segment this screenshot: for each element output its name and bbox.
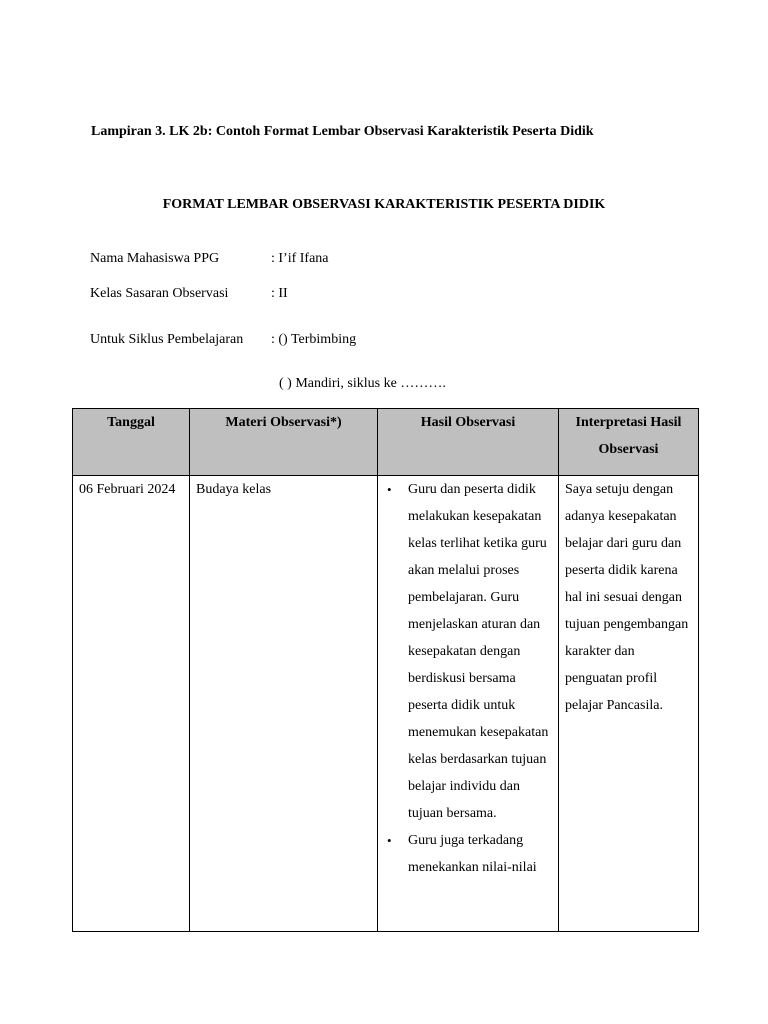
bullet-icon: • <box>387 833 392 848</box>
header-interpretasi-hasil-observasi: Interpretasi Hasil Observasi <box>559 409 699 476</box>
header-tanggal: Tanggal <box>73 409 190 476</box>
observation-table <box>72 408 699 932</box>
bullet-icon: • <box>387 482 392 497</box>
cell-materi: Budaya kelas <box>190 476 378 932</box>
list-item-text: Guru juga terkadang menekankan nilai-nilai <box>408 833 537 875</box>
field-label: Untuk Siklus Pembelajaran <box>90 332 244 347</box>
table-header-row <box>73 409 699 476</box>
field-label: Kelas Sasaran Observasi <box>90 286 229 301</box>
field-nama-mahasiswa <box>90 251 329 267</box>
document-title: FORMAT LEMBAR OBSERVASI KARAKTERISTIK PESERTA DIDIK <box>162 197 606 212</box>
list-item-text: Guru dan peserta didik melakukan kesepakatan kelas terlihat ketika guru akan melalui proses pembelajaran. Guru menjelaskan aturan dan kesepakatan dengan berdiskusi bersama peserta didik untuk menemukan kesepakatan kelas berdasarkan tujuan belajar individu dan tujuan bersama. <box>408 482 549 821</box>
field-value: : II <box>271 286 288 301</box>
cell-tanggal: 06 Februari 2024 <box>73 476 190 932</box>
list-item <box>387 827 552 881</box>
header-materi-observasi: Materi Observasi*) <box>190 409 378 476</box>
header-hasil-observasi: Hasil Observasi <box>378 409 559 476</box>
mandiri-line: ( ) Mandiri, siklus ke ………. <box>279 376 446 391</box>
field-siklus-pembelajaran <box>90 332 356 348</box>
cell-hasil <box>378 476 559 932</box>
field-kelas-sasaran <box>90 286 288 302</box>
field-value: : I’if Ifana <box>271 251 329 266</box>
field-value: : () Terbimbing <box>271 332 357 347</box>
field-label: Nama Mahasiswa PPG <box>90 251 220 266</box>
table-row <box>73 476 699 932</box>
list-item <box>387 476 552 827</box>
appendix-heading: Lampiran 3. LK 2b: Contoh Format Lembar Observasi Karakteristik Peserta Didik <box>91 124 594 139</box>
hasil-list <box>378 476 552 881</box>
cell-interpretasi: Saya setuju dengan adanya kesepakatan belajar dari guru dan peserta didik karena hal ini sesuai dengan tujuan pengembangan karakter dan penguatan profil pelajar Pancasila. <box>559 476 699 932</box>
